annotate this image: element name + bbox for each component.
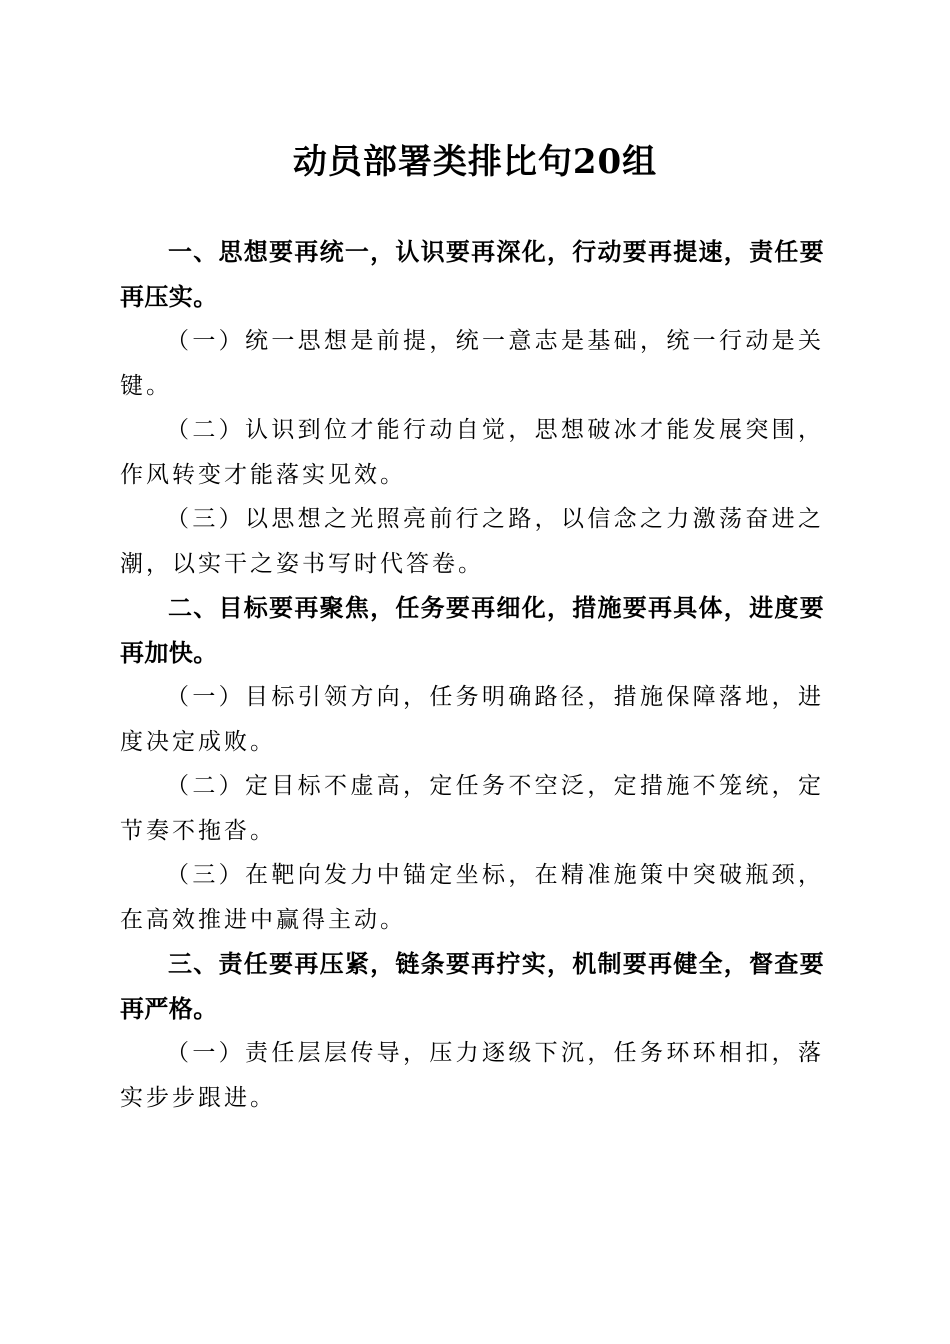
page-title: 动员部署类排比句20组 — [292, 142, 658, 182]
section-1-item-1: （一）统一思想是前提，统一意志是基础，统一行动是关键。 — [120, 328, 824, 399]
section-2-item-3: （三）在靶向发力中锚定坐标，在精准施策中突破瓶颈，在高效推进中赢得主动。 — [120, 862, 824, 933]
section-heading-2: 二、目标要再聚焦，任务要再细化，措施要再具体，进度要再加快。 — [120, 594, 824, 667]
section-heading-1: 一、思想要再统一，认识要再深化，行动要再提速，责任要再压实。 — [120, 238, 824, 311]
section-1-item-2: （二）认识到位才能行动自觉，思想破冰才能发展突围，作风转变才能落实见效。 — [120, 417, 824, 488]
section-2-item-1: （一）目标引领方向，任务明确路径，措施保障落地，进度决定成败。 — [120, 684, 824, 755]
section-heading-3: 三、责任要再压紧，链条要再拧实，机制要再健全，督查要再严格。 — [120, 950, 824, 1023]
section-3-item-1: （一）责任层层传导，压力逐级下沉，任务环环相扣，落实步步跟进。 — [120, 1040, 824, 1111]
section-1-item-3: （三）以思想之光照亮前行之路，以信念之力激荡奋进之潮，以实干之姿书写时代答卷。 — [120, 506, 824, 577]
section-2-item-2: （二）定目标不虚高，定任务不空泛，定措施不笼统，定节奏不拖沓。 — [120, 773, 824, 844]
document-body — [120, 230, 824, 1120]
